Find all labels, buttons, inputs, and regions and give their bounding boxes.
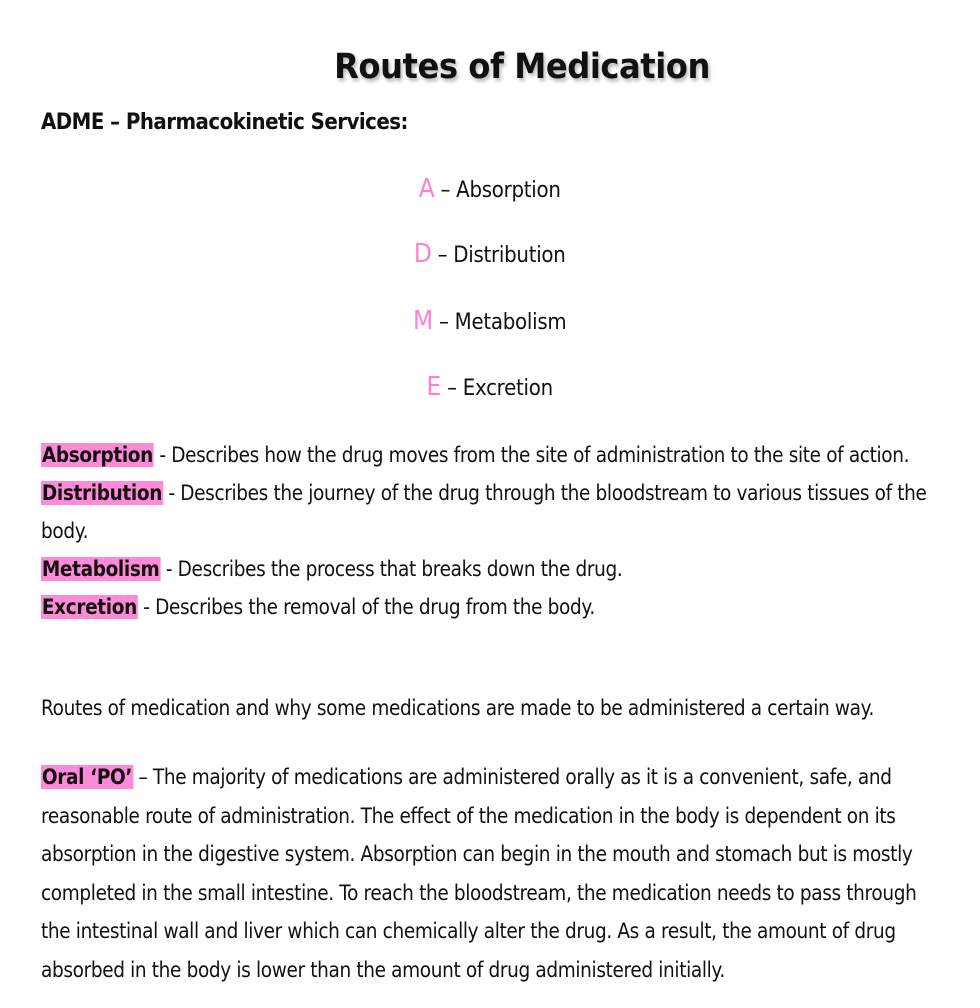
adme-letter: D — [413, 239, 432, 269]
adme-label: – Metabolism — [438, 310, 567, 335]
oral-line: completed in the small intestine. To reach the bloodstream, the medication needs to pass through — [41, 880, 917, 905]
adme-item-excretion — [49, 372, 931, 402]
definition-distribution — [41, 474, 927, 512]
definition-text: - Describes how the drug moves from the site of administration to the site of action. — [153, 443, 910, 467]
adme-item-absorption — [49, 174, 931, 204]
highlighted-term: Distribution — [41, 481, 163, 505]
definition-text: - Describes the removal of the drug from the body. — [137, 595, 595, 619]
routes-intro: Routes of medication and why some medications are made to be administered a certain way. — [41, 696, 875, 720]
oral-text: – The majority of medications are administered orally as it is a convenient, safe, and — [132, 765, 892, 789]
definition-text: - Describes the journey of the drug through the bloodstream to various tissues of the — [162, 481, 927, 505]
oral-line: absorption in the digestive system. Absorption can begin in the mouth and stomach but is mostly — [41, 842, 913, 867]
highlighted-term: Oral ‘PO’ — [41, 765, 133, 789]
definition-text: - Describes the process that breaks down the drug. — [160, 557, 623, 581]
adme-heading: ADME – Pharmacokinetic Services: — [41, 110, 408, 135]
definition-distribution-continuation: body. — [41, 519, 89, 543]
oral-route-paragraph — [41, 758, 947, 990]
oral-line — [41, 758, 947, 797]
highlighted-term: Excretion — [41, 595, 137, 619]
highlighted-term: Absorption — [41, 443, 153, 467]
adme-letter: A — [418, 174, 435, 204]
highlighted-term: Metabolism — [41, 557, 160, 581]
adme-letter: M — [413, 306, 433, 336]
adme-label: – Distribution — [437, 243, 566, 268]
adme-item-distribution — [49, 239, 931, 269]
definition-metabolism — [41, 550, 833, 588]
adme-label: – Excretion — [447, 376, 553, 401]
adme-letter: E — [426, 372, 442, 402]
definitions — [41, 436, 941, 626]
page-title: Routes of Medication — [334, 47, 710, 88]
definition-excretion — [41, 588, 833, 626]
oral-line: the intestinal wall and liver which can chemically alter the drug. As a result, the amount of drug — [41, 919, 896, 944]
oral-line: reasonable route of administration. The effect of the medication in the body is dependent on its — [41, 803, 896, 828]
definition-absorption — [41, 436, 910, 474]
adme-label: – Absorption — [440, 178, 561, 203]
oral-line: absorbed in the body is lower than the amount of drug administered initially. — [41, 957, 725, 982]
adme-item-metabolism — [49, 306, 931, 336]
